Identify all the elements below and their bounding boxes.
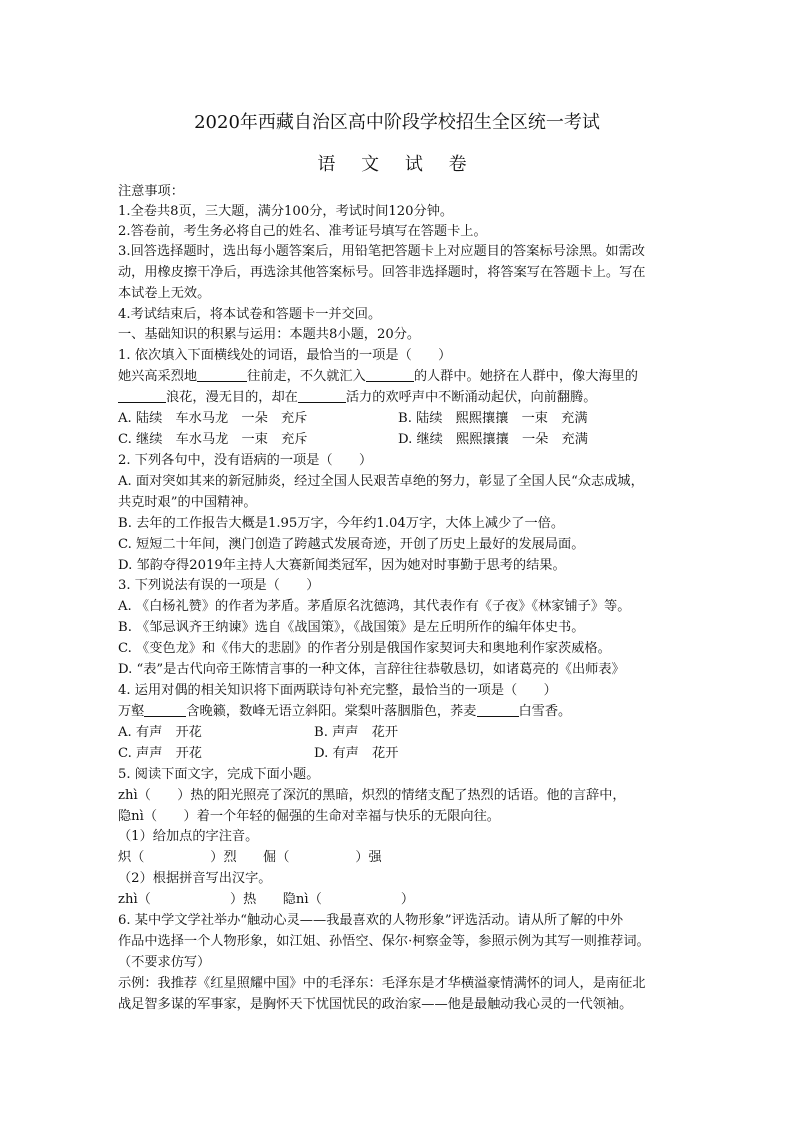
notes-heading: 注意事项： <box>118 184 184 199</box>
option-b: B. 声声 花开 <box>314 725 399 740</box>
blank-line <box>144 702 186 717</box>
question-6-note: （不要求仿写） <box>118 955 211 970</box>
question-6-example: 示例：我推荐《红星照耀中国》中的毛泽东：毛泽东是才华横溢豪情满怀的词人，是南征北 <box>118 976 646 991</box>
blank-line <box>366 367 414 382</box>
blank-line <box>298 388 346 403</box>
option-b: B. 陆续 熙熙攘攘 一束 充满 <box>398 411 588 426</box>
question-1-passage-line: 浪花，漫无目的，却在 活力的欢呼声中不断涌动起伏，向前翻腾。 <box>118 388 678 408</box>
option-c: C. 继续 车水马龙 一束 充斥 <box>118 432 308 447</box>
option-d: D. 邹韵夺得2019年主持人大赛新闻类冠军，因为她对时事勤于思考的结果。 <box>118 558 566 573</box>
question-4-stem: 4. 运用对偶的相关知识将下面两联诗句补充完整，最恰当的一项是（ ） <box>118 683 557 698</box>
sub-question-2: （2）根据拼音写出汉字。 <box>118 871 272 886</box>
option-c: C. 声声 开花 <box>118 746 202 761</box>
blank-line <box>118 388 166 403</box>
question-1-passage-line: 她兴高采烈地 往前走，不久就汇入 的人群中。她挤在人群中，像大海里的 <box>118 369 638 384</box>
note-line: 动，用橡皮擦干净后，再选涂其他答案标号。回答非选择题时，将答案写在答题卡上。写在 <box>118 265 646 280</box>
question-1-stem: 1. 依次填入下面横线处的词语，最恰当的一项是（ ） <box>118 348 452 363</box>
option-a: A. 《白杨礼赞》的作者为茅盾。茅盾原名沈德鸿，其代表作有《子夜》《林家铺子》等。 <box>118 599 631 614</box>
question-6-stem: 6. 某中学文学社举办“触动心灵——我最喜欢的人物形象”评选活动。请从所了解的中外 <box>118 913 624 928</box>
option-a-cont: 共克时艰”的中国精神。 <box>118 495 257 510</box>
option-row <box>118 723 678 743</box>
option-d: D. 有声 花开 <box>314 746 399 761</box>
blank-line <box>197 367 247 382</box>
option-row <box>118 430 678 450</box>
question-3-stem: 3. 下列说法有误的一项是（ ） <box>118 578 320 593</box>
question-5-stem: 5. 阅读下面文字，完成下面小题。 <box>118 767 320 782</box>
option-d: D. 继续 熙熙攘攘 一朵 充满 <box>398 432 588 447</box>
note-line: 1.全卷共8页，三大题，满分100分，考试时间120分钟。 <box>118 204 454 219</box>
exam-title: 2020年西藏自治区高中阶段学校招生全区统一考试 <box>194 112 600 133</box>
question-5-passage: 隐nì（ ）着一个年轻的倔强的生命对幸福与快乐的无限向往。 <box>118 809 500 824</box>
option-c: C. 短短二十年间，澳门创造了跨越式发展奇迹，开创了历史上最好的发展局面。 <box>118 537 585 552</box>
question-2-stem: 2. 下列各句中，没有语病的一项是（ ） <box>118 453 373 468</box>
section-heading: 一、基础知识的积累与运用：本题共8小题，20分。 <box>118 327 421 342</box>
option-a: A. 有声 开花 <box>118 725 202 740</box>
exam-subtitle: 语 文 试 卷 <box>317 154 477 175</box>
option-row <box>118 744 678 764</box>
answer-line: zhì（ ）热 隐nì（ ） <box>118 892 415 907</box>
note-line: 4.考试结束后，将本试卷和答题卡一并交回。 <box>118 307 382 322</box>
option-row <box>118 409 678 429</box>
note-line: 2.答卷前，考生务必将自己的姓名、准考证号填写在答题卡上。 <box>118 224 487 239</box>
option-a: A. 面对突如其来的新冠肺炎，经过全国人民艰苦卓绝的努力，彰显了全国人民“众志成城， <box>118 474 644 489</box>
blank-line <box>477 702 519 717</box>
answer-line: 炽（ ）烈 倔（ ）强 <box>118 850 382 865</box>
note-line: 本试卷上无效。 <box>118 286 211 301</box>
option-b: B. 去年的工作报告大概是1.95万字，今年约1.04万字，大体上减少了一倍。 <box>118 516 565 531</box>
note-line: 3.回答选择题时，选出每小题答案后，用铅笔把答题卡上对应题目的答案标号涂黑。如需改 <box>118 244 645 259</box>
question-4-passage: 万壑 含晚籁，数峰无语立斜阳。棠梨叶落胭脂色，荞麦 白雪香。 <box>118 704 572 719</box>
option-a: A. 陆续 车水马龙 一朵 充斥 <box>118 411 308 426</box>
option-c: C. 《变色龙》和《伟大的悲剧》的作者分别是俄国作家契诃夫和奥地利作家茨威格。 <box>118 641 611 656</box>
question-5-passage: zhì（ ）热的阳光照亮了深沉的黑暗，炽烈的情绪支配了热烈的话语。他的言辞中， <box>118 788 626 803</box>
question-6-example: 战足智多谋的军事家，是胸怀天下忧国忧民的政治家——他是最触动我心灵的一代领袖。 <box>118 997 633 1012</box>
sub-question-1: （1）给加点的字注音。 <box>118 829 259 844</box>
question-6-stem: 作品中选择一个人物形象，如江姐、孙悟空、保尔·柯察金等，参照示例为其写一则推荐词。 <box>118 934 650 949</box>
option-d: D. “表”是古代向帝王陈情言事的一种文体，言辞往往恭敬恳切，如诸葛亮的《出师表》 <box>118 662 625 677</box>
option-b: B. 《邹忌讽齐王纳谏》选自《战国策》，《战国策》是左丘明所作的编年体史书。 <box>118 620 585 635</box>
